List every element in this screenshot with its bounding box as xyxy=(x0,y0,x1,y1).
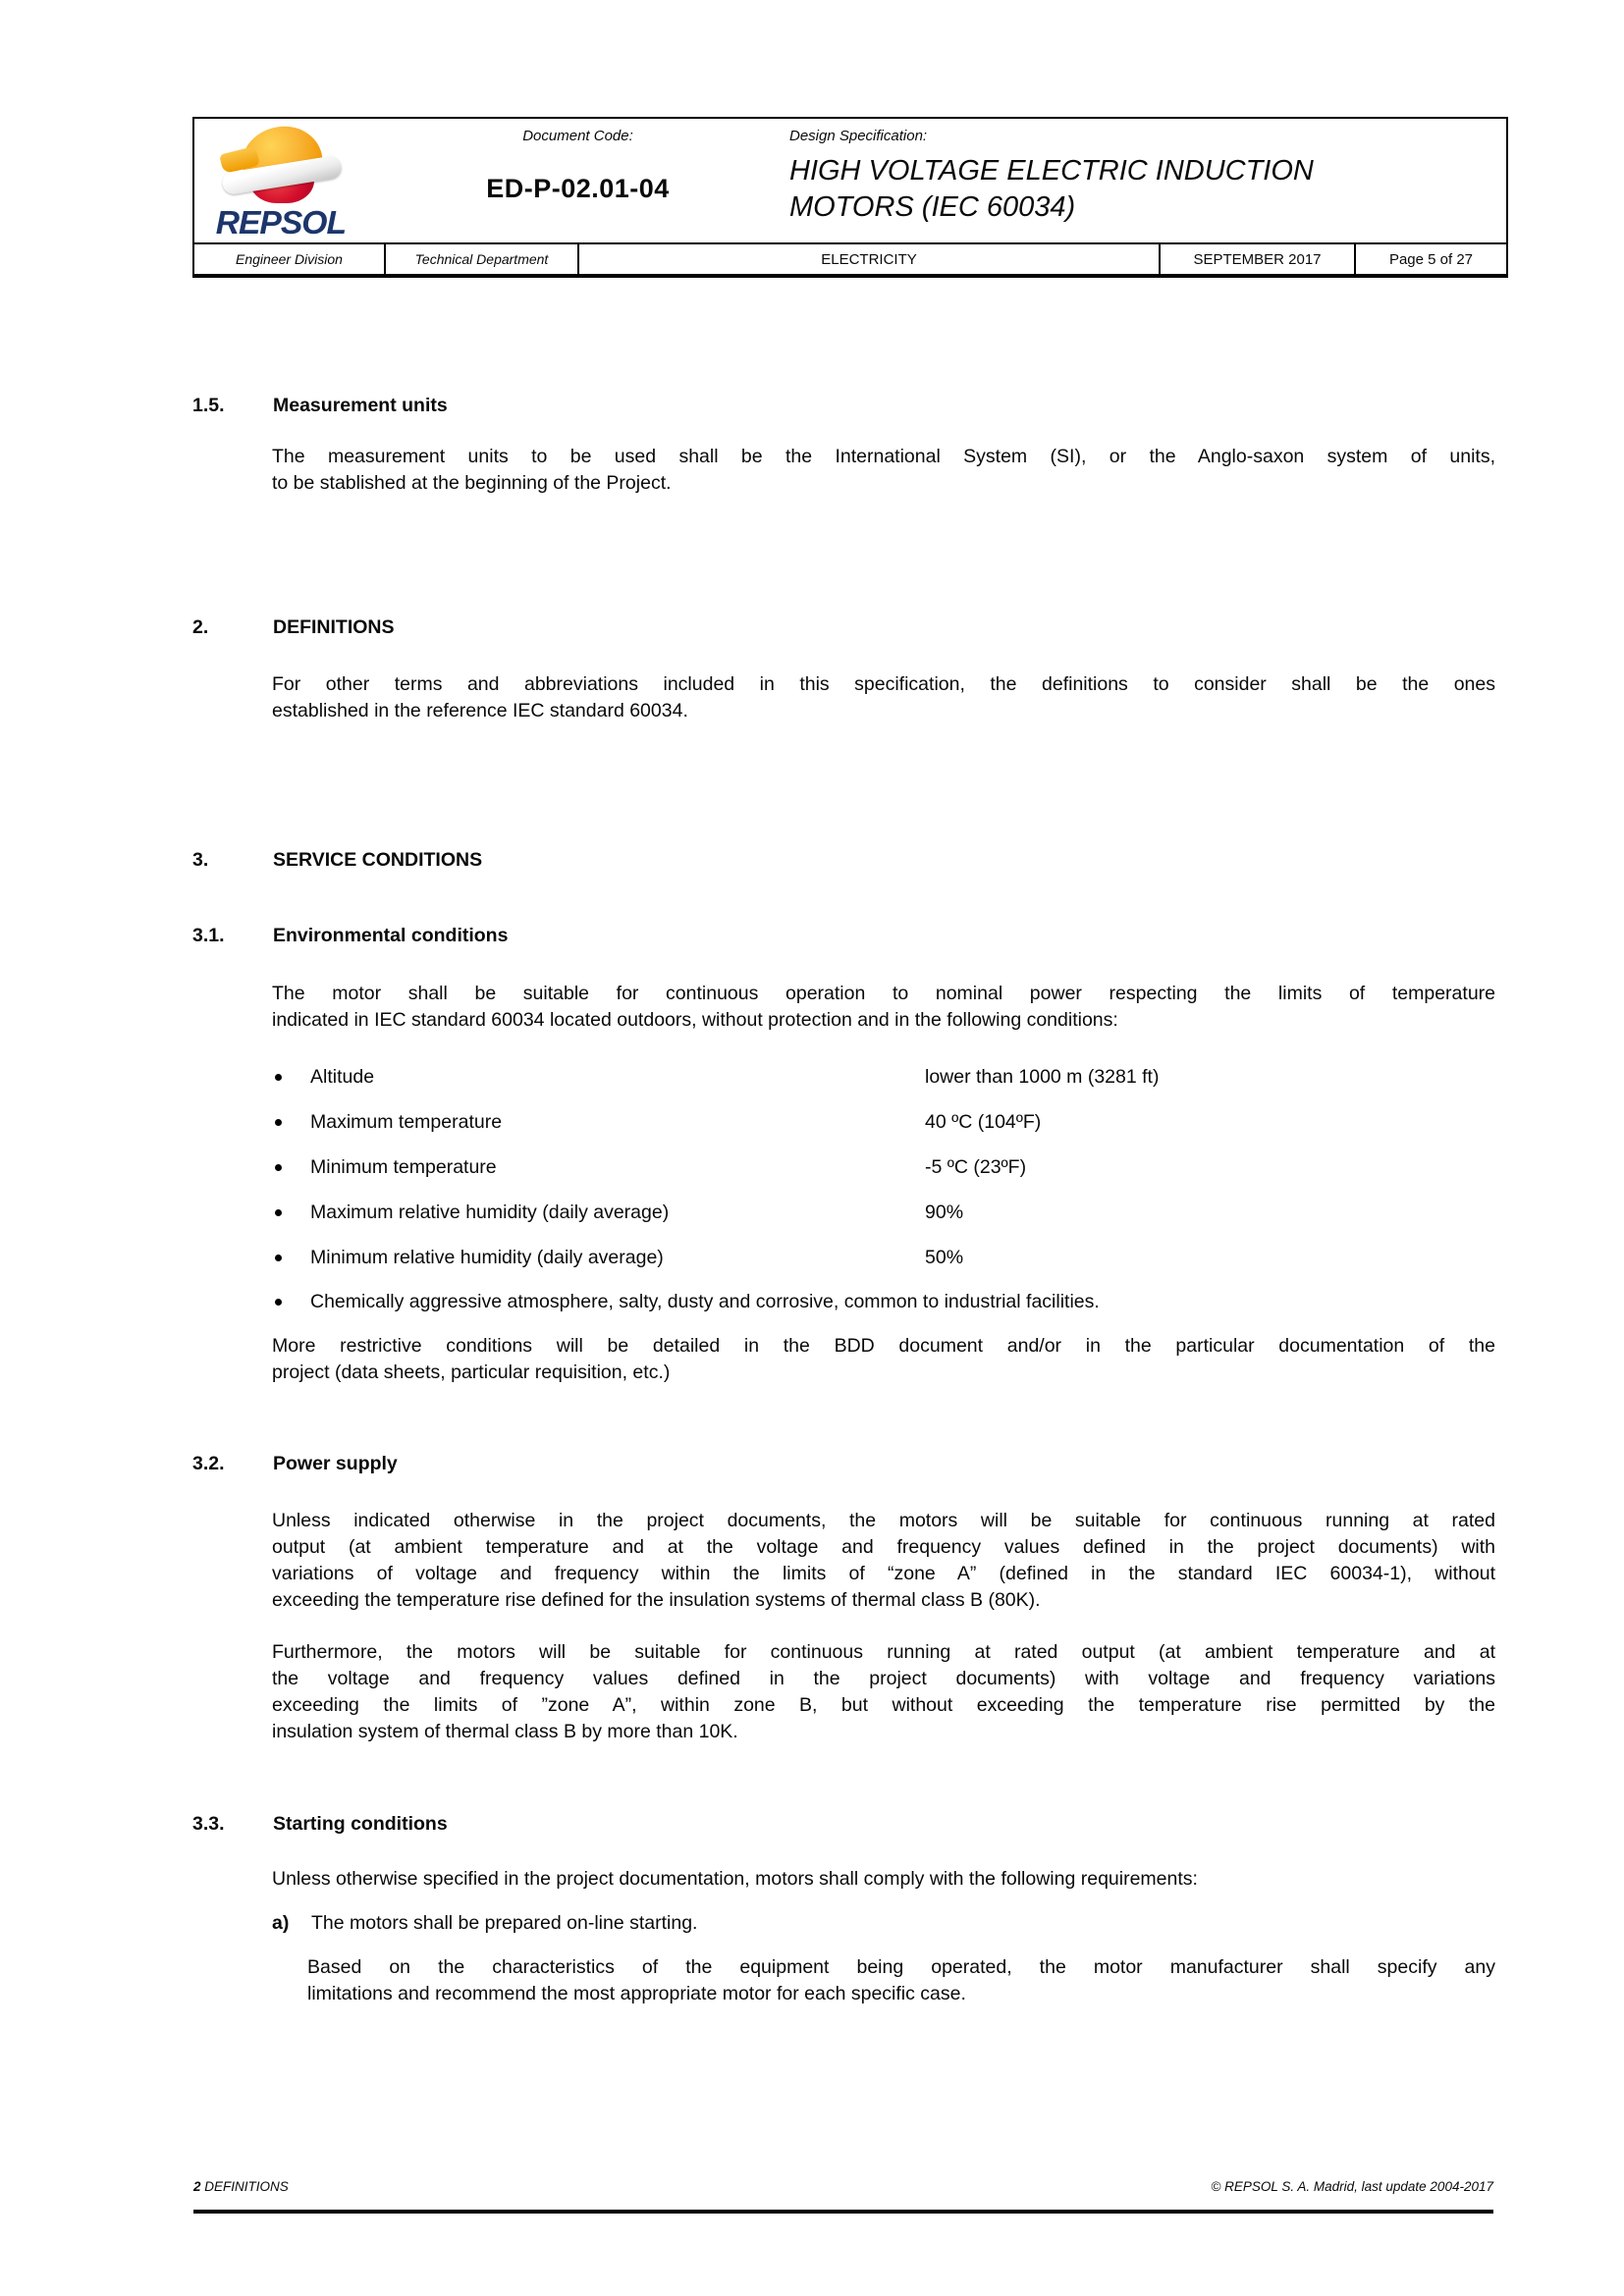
section-title: SERVICE CONDITIONS xyxy=(273,849,483,871)
paragraph-line: to be stablished at the beginning of the Project. xyxy=(272,472,672,494)
header-cell-page-number: Page 5 of 27 xyxy=(1388,250,1474,268)
document-code-label: Document Code: xyxy=(522,128,633,144)
paragraph-line: The measurement units to be used shall be the International System (SI), or the Anglo-saxon system of units, xyxy=(272,446,1495,467)
bullet-label: Altitude xyxy=(310,1066,375,1088)
bullet-icon xyxy=(275,1255,282,1261)
section-heading-3 xyxy=(192,847,1496,874)
header-cell-discipline: ELECTRICITY xyxy=(579,244,1161,274)
paragraph-line: insulation system of thermal class B by more than 10K. xyxy=(272,1721,738,1742)
section-heading-3-2 xyxy=(192,1451,1496,1477)
paragraph-measurement-units xyxy=(272,444,1495,497)
bullet-value: 50% xyxy=(925,1247,964,1268)
paragraph-line: the voltage and frequency values defined in the project documents) with voltage and frequency variations xyxy=(272,1668,1495,1689)
paragraph-definitions xyxy=(272,671,1495,724)
paragraph-line: project (data sheets, particular requisition, etc.) xyxy=(272,1362,671,1383)
section-heading-3-1 xyxy=(192,923,1496,949)
paragraph-environmental-conditions xyxy=(272,981,1495,1034)
section-title: Starting conditions xyxy=(273,1813,448,1835)
section-title: Measurement units xyxy=(273,395,448,416)
section-title: DEFINITIONS xyxy=(273,616,395,638)
document-title-line2: MOTORS (IEC 60034) xyxy=(789,191,1076,223)
bullet-icon xyxy=(275,1119,282,1126)
section-number: 3.3. xyxy=(192,1813,225,1835)
paragraph-line: indicated in IEC standard 60034 located outdoors, without protection and in the following conditions: xyxy=(272,1009,1118,1031)
document-header-table xyxy=(192,117,1508,278)
bullet-label: Maximum temperature xyxy=(310,1111,503,1133)
paragraph-item-a-detail xyxy=(307,1954,1495,2007)
paragraph-restrictive-conditions xyxy=(272,1333,1495,1386)
paragraph-line: output (at ambient temperature and at the voltage and frequency values defined in the project documents) with xyxy=(272,1536,1495,1558)
paragraph-line: Unless indicated otherwise in the project documents, the motors will be suitable for continuous running at rated xyxy=(272,1510,1495,1531)
paragraph-line: exceeding the temperature rise defined for the insulation systems of thermal class B (80K). xyxy=(272,1589,1041,1611)
paragraph-line: For other terms and abbreviations included in this specification, the definitions to consider shall be the ones xyxy=(272,673,1495,695)
bullet-value: lower than 1000 m (3281 ft) xyxy=(925,1066,1160,1088)
repsol-logo-icon xyxy=(218,125,344,203)
bullet-max-temperature xyxy=(192,1109,1496,1136)
bullet-altitude xyxy=(192,1064,1496,1091)
paragraph-line: Based on the characteristics of the equipment being operated, the motor manufacturer shall specify any xyxy=(307,1956,1495,1978)
logo-cell xyxy=(194,119,366,242)
list-item-a xyxy=(192,1910,1496,1937)
footer-copyright: © REPSOL S. A. Madrid, last update 2004-2017 xyxy=(1211,2179,1493,2194)
bullet-label: Chemically aggressive atmosphere, salty, dusty and corrosive, common to industrial facilities. xyxy=(310,1291,1100,1312)
paragraph-starting-conditions-intro xyxy=(272,1866,1495,1893)
bullet-value: 40 ºC (104ºF) xyxy=(925,1111,1042,1133)
section-number: 3.2. xyxy=(192,1453,225,1474)
logo-wordmark: REPSOL xyxy=(215,203,346,240)
paragraph-power-supply-1 xyxy=(272,1508,1495,1614)
bullet-label: Minimum temperature xyxy=(310,1156,497,1178)
document-code-value: ED-P-02.01-04 xyxy=(486,173,670,203)
paragraph-line: limitations and recommend the most appropriate motor for each specific case. xyxy=(307,1983,966,2004)
bullet-icon xyxy=(275,1209,282,1216)
header-cell-technical-department: Technical Department xyxy=(386,244,579,274)
section-heading-1-5 xyxy=(192,393,1496,419)
header-bottom-row xyxy=(194,242,1506,274)
footer-section-reference xyxy=(193,2179,289,2194)
bullet-label: Minimum relative humidity (daily average) xyxy=(310,1247,664,1268)
bullet-icon xyxy=(275,1074,282,1081)
bullet-icon xyxy=(275,1164,282,1171)
document-code-cell xyxy=(366,119,789,242)
header-cell-engineer-division: Engineer Division xyxy=(194,244,386,274)
paragraph-line: The motor shall be suitable for continuous operation to nominal power respecting the limits of temperature xyxy=(272,983,1495,1004)
section-title: Power supply xyxy=(273,1453,398,1474)
section-heading-2 xyxy=(192,614,1496,641)
paragraph-line: exceeding the limits of ”zone A”, within zone B, but without exceeding the temperature rise permitted by the xyxy=(272,1694,1495,1716)
paragraph-line: Furthermore, the motors will be suitable for continuous running at rated output (at ambient temperature and at xyxy=(272,1641,1495,1663)
document-title-line1: HIGH VOLTAGE ELECTRIC INDUCTION xyxy=(789,155,1314,187)
footer-rule xyxy=(193,2210,1493,2214)
design-spec-cell xyxy=(789,119,1506,242)
list-item-marker: a) xyxy=(272,1912,290,1934)
bullet-min-humidity xyxy=(192,1245,1496,1271)
bullet-atmosphere xyxy=(192,1289,1496,1315)
footer-section-number: 2 xyxy=(193,2179,201,2194)
bullet-label: Maximum relative humidity (daily average) xyxy=(310,1201,670,1223)
section-number: 3. xyxy=(192,849,209,871)
bullet-min-temperature xyxy=(192,1154,1496,1181)
paragraph-line: More restrictive conditions will be detailed in the BDD document and/or in the particular documentation of the xyxy=(272,1335,1495,1357)
footer-section-title: DEFINITIONS xyxy=(204,2179,289,2194)
section-title: Environmental conditions xyxy=(273,925,509,946)
paragraph-line: established in the reference IEC standard 60034. xyxy=(272,700,688,721)
bullet-value: 90% xyxy=(925,1201,964,1223)
section-number: 3.1. xyxy=(192,925,225,946)
paragraph-power-supply-2 xyxy=(272,1639,1495,1745)
section-number: 1.5. xyxy=(192,395,225,416)
list-item-text: The motors shall be prepared on-line starting. xyxy=(311,1912,698,1934)
intro-line: Unless otherwise specified in the project documentation, motors shall comply with the following requirements: xyxy=(272,1868,1198,1890)
page-footer xyxy=(193,2179,1493,2194)
header-top-row xyxy=(194,119,1506,242)
design-spec-label: Design Specification: xyxy=(789,128,928,144)
paragraph-line: variations of voltage and frequency within the limits of “zone A” (defined in the standard IEC 60034-1), without xyxy=(272,1563,1495,1584)
bullet-icon xyxy=(275,1299,282,1306)
bullet-value: -5 ºC (23ºF) xyxy=(925,1156,1027,1178)
document-title xyxy=(789,153,1506,226)
section-heading-3-3 xyxy=(192,1811,1496,1838)
header-cell-date: SEPTEMBER 2017 xyxy=(1161,244,1356,274)
bullet-max-humidity xyxy=(192,1200,1496,1226)
section-number: 2. xyxy=(192,616,209,638)
